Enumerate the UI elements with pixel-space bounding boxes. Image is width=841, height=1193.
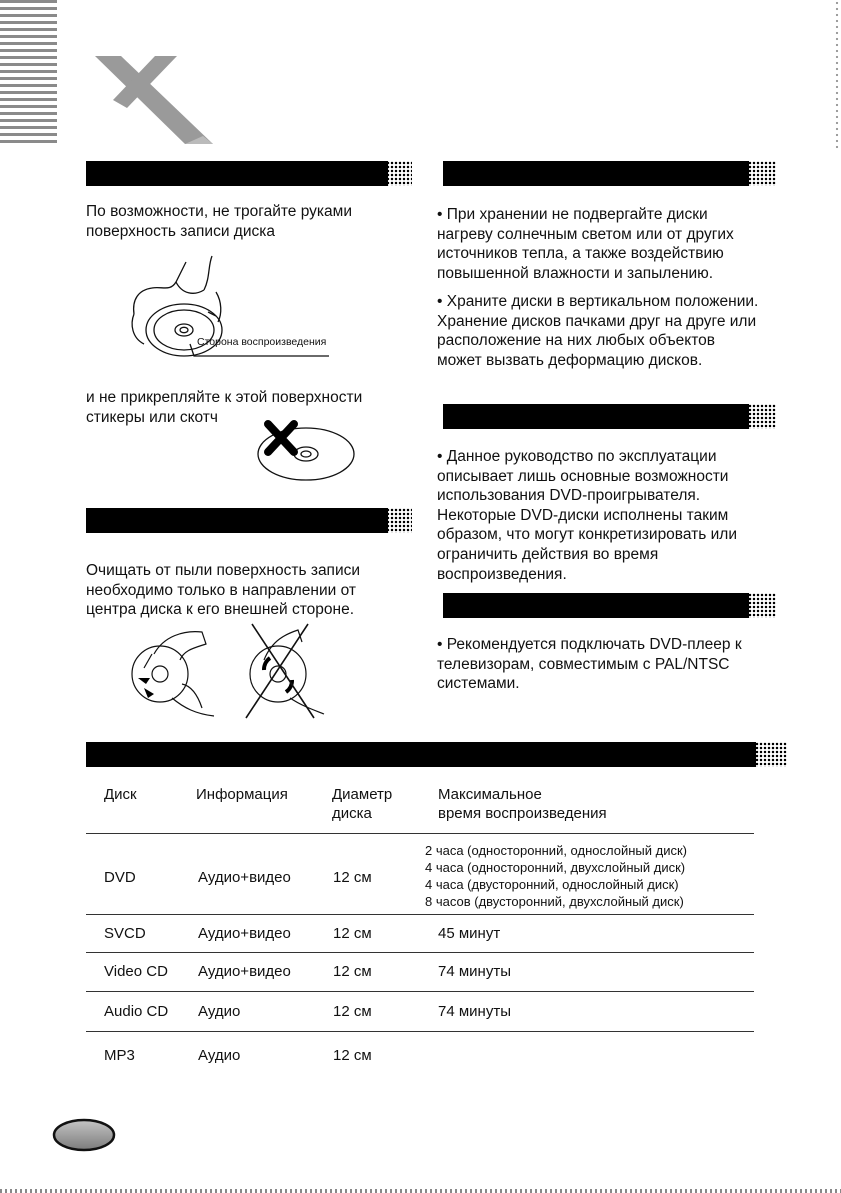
section-bar-storage [443,161,749,186]
wrong-cleaning-illustration [242,620,332,720]
section-bar-cleaning [86,508,388,533]
side-stripes [0,0,57,150]
handling-text: По возможности, не трогайте руками поверхность записи диска [86,203,352,240]
section-bar-tv [443,593,749,618]
table-row-time: 4 часа (односторонний, двухслойный диск) [425,860,686,875]
bottom-edge-dots [0,1189,841,1193]
header-info: Информация [196,786,288,803]
table-row-time: 74 минуты [438,1003,511,1020]
header-diameter-1: Диаметр [332,786,393,803]
header-disc: Диск [104,786,137,803]
table-row-disc: DVD [104,869,136,886]
table-row-disc: MP3 [104,1047,135,1064]
table-row-time: 74 минуты [438,963,511,980]
bar-dots [386,161,412,186]
table-rule [86,991,754,992]
table-rule [86,914,754,915]
table-row-disc: Video CD [104,963,168,980]
cleaning-text: Очищать от пыли поверхность записи необходимо только в направлении от центра диска к его внешней стороне. [86,562,361,619]
page-number-badge [52,1118,116,1152]
tv-text: • Рекомендуется подключать DVD-плеер к телевизорам, совместимым с PAL/NTSC системами. [437,636,742,693]
bar-dots [755,742,787,767]
table-row-time: 2 часа (односторонний, однослойный диск) [425,843,687,858]
table-row-diameter: 12 см [333,1047,372,1064]
table-row-time: 4 часа (двусторонний, однослойный диск) [425,877,679,892]
stickers-text: и не прикрепляйте к этой поверхности стикеры или скотч [86,389,363,426]
manual-text: • Данное руководство по эксплуатации описывает лишь основные возможности использования DVD-проигрывателя. Некоторые DVD-диски исполнены таким образом, что могут конкретизировать или ограничить действия во время воспроизведения. [437,448,737,583]
table-rule [86,833,754,834]
section-bar-handling [86,161,388,186]
table-rule [86,1031,754,1032]
table-row-diameter: 12 см [333,963,372,980]
section-bar-manual [443,404,749,429]
table-row-info: Аудио [198,1003,241,1020]
bar-dots [748,161,776,186]
table-row-info: Аудио+видео [198,925,291,942]
disc-with-cross-illustration [254,418,364,488]
x-logo [85,48,225,148]
bar-dots [386,508,412,533]
correct-cleaning-illustration [124,624,224,722]
table-row-disc: Audio CD [104,1003,169,1020]
table-row-diameter: 12 см [333,925,372,942]
table-row-info: Аудио+видео [198,869,291,886]
storage-text-2: • Храните диски в вертикальном положении. Хранение дисков пачками друг на друге или расположение на них любых объектов может вызвать деформацию дисков. [437,293,759,369]
table-row-time: 45 минут [438,925,501,942]
header-time-2: время воспроизведения [438,805,607,822]
bar-dots [748,593,776,618]
table-row-info: Аудио+видео [198,963,291,980]
bar-dots [748,404,776,429]
table-row-diameter: 12 см [333,1003,372,1020]
table-row-info: Аудио [198,1047,241,1064]
header-diameter-2: диска [332,805,372,822]
header-time-1: Максимальное [438,786,542,803]
edge-dots [833,0,841,150]
storage-text-1: • При хранении не подвергайте диски нагреву солнечным светом или от других источников тепла, а также воздействию повышенной влажности и запылению. [437,206,734,282]
table-rule [86,952,754,953]
play-side-caption: Сторона воспроизведения [197,336,327,348]
table-row-time: 8 часов (двусторонний, двухслойный диск) [425,894,684,909]
table-row-disc: SVCD [104,925,146,942]
table-row-diameter: 12 см [333,869,372,886]
section-bar-disc-types [86,742,756,767]
